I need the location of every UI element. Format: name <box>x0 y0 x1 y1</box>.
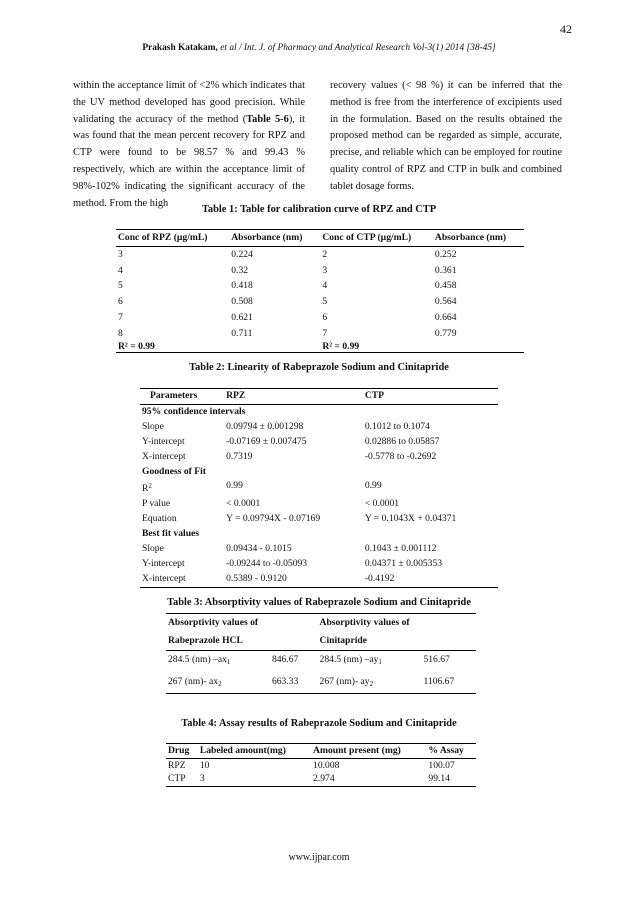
table-section-row <box>140 465 498 480</box>
table-header-row <box>116 230 524 247</box>
table4-caption: Table 4: Assay results of Rabeprazole Sodium and Cinitapride <box>181 718 457 729</box>
table-cell: 0.418 <box>231 280 253 292</box>
table-header-cell: Amount present (mg) <box>313 745 401 756</box>
table-cell <box>433 342 524 353</box>
header-author: Prakash Katakam, <box>142 43 218 53</box>
table-row <box>116 294 524 310</box>
table-cell: 7 <box>322 327 328 339</box>
table-cell: 0.04371 ± 0.005353 <box>364 557 443 569</box>
table-cell: 8 <box>118 327 123 339</box>
footer-url: www.ijpar.com <box>288 852 350 863</box>
table-header-row <box>166 614 476 633</box>
table-cell: P value <box>142 498 171 510</box>
table-header-row <box>166 632 476 651</box>
table-header-cell: Cinitapride <box>319 635 367 646</box>
table2-caption: Table 2: Linearity of Rabeprazole Sodium and Cinitapride <box>189 362 449 373</box>
table-cell: Y = 0.09794X - 0.07169 <box>226 513 321 525</box>
table-section-row <box>140 527 498 542</box>
table-section-row <box>140 404 498 419</box>
right-column-text: recovery values (< 98 %) it can be inferred that the method is free from the interference of excipients used in the formulation. Based on the results obtained the proposed method can be regarded as simple, accurate, precise, and reliable which can be employed for routine quality control of RPZ and CTP in bulk and combined tablet dosage forms. <box>330 80 562 192</box>
table-cell: 0.224 <box>231 248 253 260</box>
table-cell: 10.008 <box>313 759 340 771</box>
table-cell: X-intercept <box>142 450 186 462</box>
table-cell <box>166 673 270 694</box>
table-cell: 0.09794 ± 0.001298 <box>226 420 304 432</box>
section-gof: Goodness of Fit <box>142 465 206 477</box>
table-row <box>116 326 524 342</box>
table-cell: 0.564 <box>434 296 457 308</box>
table-header-cell: Drug <box>168 745 190 756</box>
left-para-2a: While validating the accuracy of the method ( <box>73 96 305 125</box>
table-row <box>140 479 498 497</box>
cell-subscript: 1 <box>226 658 231 666</box>
table-cell: 0.1043 ± 0.001112 <box>364 543 437 555</box>
table1 <box>116 229 524 353</box>
table-cell: 846.67 <box>271 654 299 665</box>
table-cell: 6 <box>118 296 123 308</box>
left-column-text <box>73 78 305 212</box>
table-cell: 516.67 <box>423 654 450 665</box>
table-ref: Table 5-6 <box>246 113 289 125</box>
table-header-row <box>140 389 498 405</box>
table-row <box>140 435 498 450</box>
running-header <box>0 43 638 53</box>
table-cell: 2.974 <box>313 773 335 785</box>
table-header-cell: Rabeprazole HCL <box>168 635 243 646</box>
table-cell: 4 <box>322 280 328 292</box>
table-header-cell: Labeled amount(mg) <box>199 745 286 756</box>
table-cell: -0.09244 to -0.05093 <box>226 557 308 569</box>
table-cell: X-intercept <box>142 572 186 584</box>
table-header-cell: Conc of RPZ (µg/mL) <box>118 232 208 243</box>
table-header-row <box>166 744 476 759</box>
table-cell: 0.711 <box>231 327 253 339</box>
table-cell: 99.14 <box>428 773 450 785</box>
table-row <box>140 450 498 465</box>
table-cell: Y-intercept <box>142 435 185 447</box>
table-cell: 0.508 <box>231 296 253 308</box>
table-cell: 7 <box>118 311 123 323</box>
table-cell: 4 <box>118 264 123 276</box>
table-row <box>166 772 476 786</box>
header-journal: et al / Int. J. of Pharmacy and Analytical Research Vol-3(1) 2014 [38-45] <box>220 43 496 53</box>
table-cell: 5 <box>322 296 328 308</box>
table-cell: 0.458 <box>434 280 457 292</box>
cell-text: 267 (nm)- ax <box>168 675 219 687</box>
table-row <box>140 572 498 587</box>
table-header-cell: Absorbance (nm) <box>231 232 303 243</box>
table-header-cell: CTP <box>364 390 385 401</box>
table-cell: 6 <box>322 311 328 323</box>
table-cell: 0.252 <box>434 248 457 260</box>
table-row <box>140 512 498 527</box>
table-cell: 0.779 <box>434 327 457 339</box>
table-row <box>116 342 524 353</box>
table-header-cell: Absorptivity values of <box>319 617 410 628</box>
table-header-cell: Conc of CTP (µg/mL) <box>322 232 412 243</box>
table-cell: $R^2$ <box>142 482 152 495</box>
table2 <box>140 388 498 588</box>
table-cell: -0.5778 to -0.2692 <box>364 450 437 462</box>
r-squared-label: R <box>142 483 149 495</box>
cell-text: 267 (nm)- ay <box>319 675 370 687</box>
table-row <box>166 758 476 772</box>
table-row <box>116 246 524 262</box>
page-number: 42 <box>560 22 572 36</box>
table-row <box>116 278 524 294</box>
table-cell: < 0.0001 <box>226 498 261 510</box>
left-para-2b: ), it was found that the mean percent recovery for RPZ and CTP were found to be 98.57 % and 99.43 % respectively, which are within the acceptance limit of 98%-102% indicating the significant accuracy of the method. From the high <box>73 113 305 209</box>
table-cell: 0.5389 - 0.9120 <box>226 572 287 584</box>
table-cell: Slope <box>142 543 164 555</box>
table-cell: 0.664 <box>434 311 457 323</box>
table-row <box>116 263 524 279</box>
table-cell: 100.07 <box>428 759 455 771</box>
table3-caption: Table 3: Absorptivity values of Rabeprazole Sodium and Cinitapride <box>167 597 471 608</box>
table-cell: 0.02886 to 0.05857 <box>364 435 440 447</box>
left-para-1: within the acceptance limit of <2% which indicates that the UV method developed has good precision. <box>73 80 305 108</box>
cell-text: 284.5 (nm) –ax <box>168 654 227 665</box>
table1-caption: Table 1: Table for calibration curve of RPZ and CTP <box>201 204 437 215</box>
table3 <box>166 613 476 694</box>
table-cell: 0.99 <box>364 480 382 492</box>
table-row <box>166 673 476 694</box>
table-cell: 10 <box>199 759 210 771</box>
table-cell: Y = 0.1043X + 0.04371 <box>364 513 457 525</box>
section-ci: 95% confidence intervals <box>142 405 246 417</box>
table-cell: 5 <box>118 280 123 292</box>
table-row <box>140 420 498 435</box>
table-row <box>116 310 524 326</box>
table-header-cell: Absorptivity values of <box>168 617 259 628</box>
table-header-cell: Parameters <box>150 390 198 401</box>
table-cell: Y-intercept <box>142 557 185 569</box>
table-cell: 663.33 <box>271 675 299 687</box>
table-cell: 0.1012 to 0.1074 <box>364 420 430 432</box>
table-cell <box>166 651 270 673</box>
table-cell: 0.32 <box>231 264 249 276</box>
r2-ctp: R² = 0.99 <box>322 340 360 352</box>
table-row <box>140 557 498 572</box>
table-row <box>140 542 498 557</box>
table-cell <box>318 673 422 694</box>
table-cell: 0.361 <box>434 264 457 276</box>
section-bf: Best fit values <box>142 528 200 540</box>
table-cell: 2 <box>322 248 328 260</box>
cell-subscript: 1 <box>378 658 382 666</box>
table-cell: 0.99 <box>226 480 243 492</box>
cell-subscript: 2 <box>218 679 222 688</box>
r2-rpz: R² = 0.99 <box>118 340 155 352</box>
table-header-cell: RPZ <box>226 390 246 401</box>
table-header-cell: Absorbance (nm) <box>434 232 507 243</box>
table-cell: < 0.0001 <box>364 498 400 510</box>
table-header-cell: % Assay <box>428 745 464 756</box>
table-cell: 0.09434 - 0.1015 <box>226 543 292 555</box>
cell-subscript: 2 <box>369 679 374 688</box>
table-cell: 3 <box>118 248 123 260</box>
table-cell: 1106.67 <box>423 675 455 687</box>
table-cell: -0.4192 <box>364 572 395 584</box>
table-cell: 0.7319 <box>226 450 253 462</box>
cell-text: 284.5 (nm) –ay <box>319 654 379 665</box>
table-row <box>140 497 498 512</box>
table-cell: -0.07169 ± 0.007475 <box>226 435 307 447</box>
table-cell <box>229 342 320 353</box>
table-cell: 3 <box>199 773 205 785</box>
table4 <box>166 743 476 787</box>
table-row <box>166 651 476 673</box>
table-cell: RPZ <box>168 759 186 771</box>
table-cell: Slope <box>142 420 164 432</box>
table-cell: 3 <box>322 264 328 276</box>
table-cell: CTP <box>168 773 186 785</box>
table-cell <box>318 651 422 673</box>
table-cell: 0.621 <box>231 311 253 323</box>
table-cell: Equation <box>142 513 177 525</box>
